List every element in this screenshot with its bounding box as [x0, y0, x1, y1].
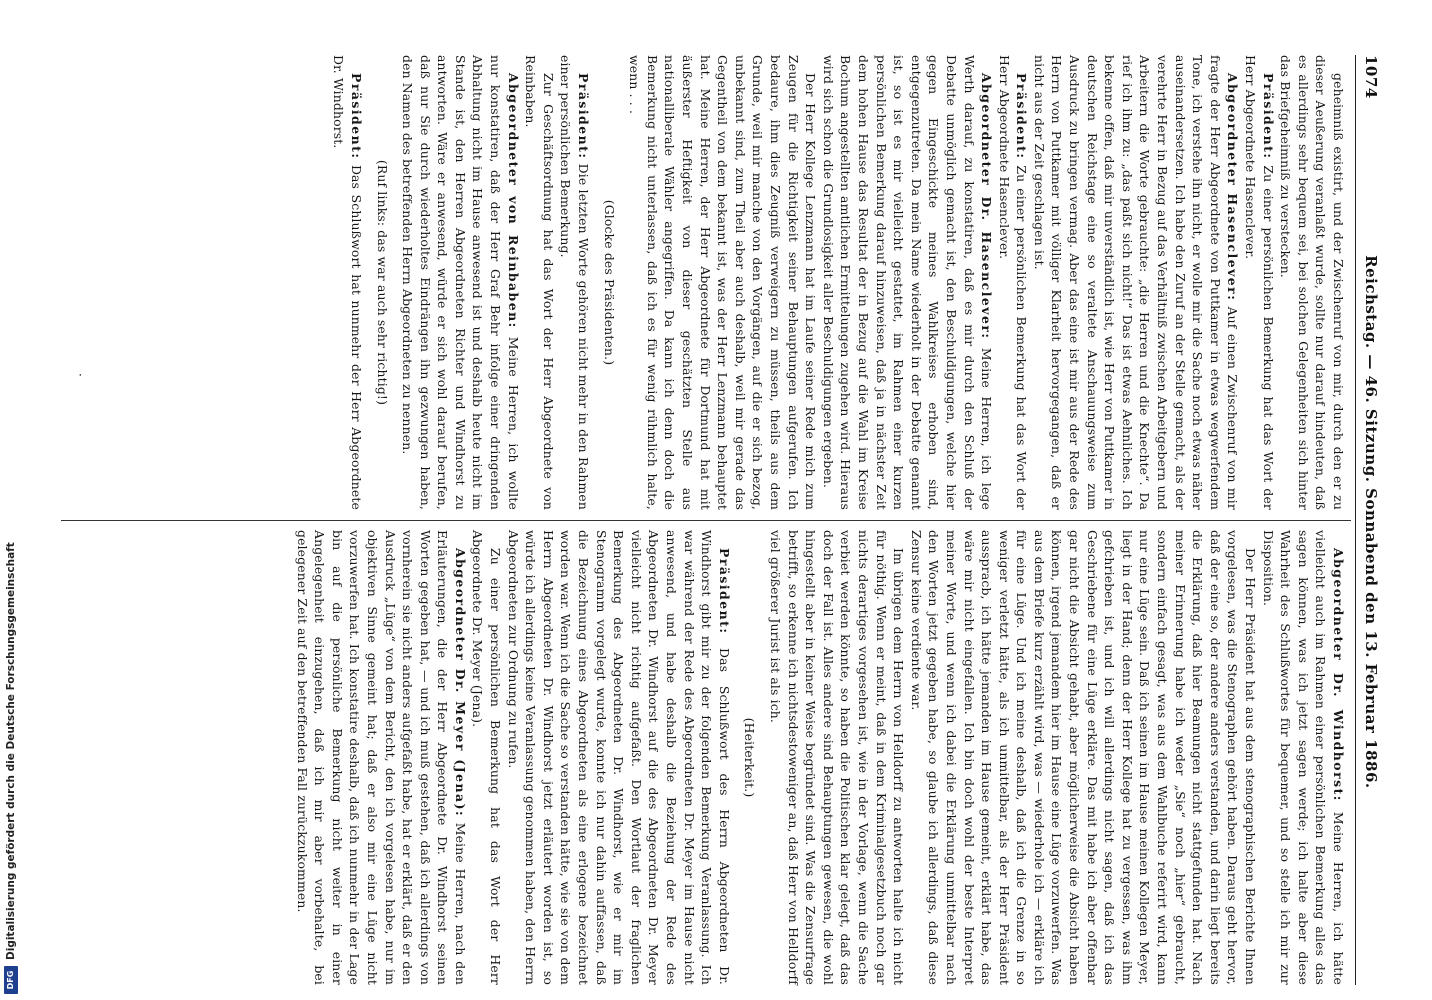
right-column [293, 530, 1347, 985]
footer-text: Digitalisierung gefördert durch die Deutsche Forschungsgemeinschaft [5, 542, 17, 960]
rotated-page-content [45, 55, 1385, 985]
paragraph-text: (Glocke des Präsidenten.) [601, 199, 617, 366]
paragraph [1277, 55, 1347, 510]
paragraph [626, 55, 820, 510]
paragraph [557, 55, 592, 510]
paragraph-text: Der Herr Kollege Lenzmann hat im Laufe seiner Rede mich zum Zeugen für die Richtigkeit seiner Behauptungen aufgerufen. Ich bedaure, ihm dies Zeugniß verweigern zu müssen, theils aus dem Grunde, weil mir manche von den Vorgängen, auf die er sich bezog, unbekannt sind, zum Theil aber auch deshalb, weil mir gerade das Gegentheil von dem bekannt ist, was der Herr Lenzmann behauptet hat. Meine Herren, der Herr Abgeordnete für Dortmund hat mit äußerster Heftigkeit von dieser geschätzten Stelle aus nationalliberale Wähler angegriffen. Da kann ich denn doch die Bemerkung nicht unterlassen, daß ich es für wenig rühmlich halte, wenn . . . [627, 55, 819, 510]
paragraph-text: Meine Herren, ich lege Werth darauf, zu konstatiren, daß es mir durch den Schluß der Debatte unmöglich gemacht ist, den Beschuldigungen, welche hier gegen Eingeschickte meines Wahlkreises erhoben sind, entgegenzutreten. Da mein Name wiederholt in der Debatte genannt ist, so ist es mir vielleicht gestattet, im Rahmen einer kurzen persönlichen Bemerkung darauf hinzuweisen, daß ja in nächster Zeit dem hohen Hause das Resultat der in Bezug auf die Wahl im Kreise Bochum angestellten amtlichen Ermittelungen zugehen wird. Hieraus wird sich schon die Grundlosigkeit aller Beschuldigungen ergeben. [820, 55, 995, 510]
paragraph-text: Die letzten Worte gehören nicht mehr in den Rahmen einer persönlichen Bemerkung. [558, 55, 592, 510]
paragraph [1259, 530, 1347, 985]
paragraph-text: (Heiterkeit.) [742, 717, 758, 798]
speaker-name: Abgeordneter Dr. Meyer (Jena): [452, 548, 468, 818]
dfg-logo: DFG [4, 966, 18, 994]
paragraph [469, 530, 504, 985]
paragraph-text: Der Herr Präsident hat aus dem stenographischen Berichte Ihnen vorgelesen, was die Stenographen gehört haben. Daraus geht hervor, daß der eine so, der andere anders verstanden, und darin liegt bereits die Erklärung, daß hier Beamungen nicht stattgefunden hat. Nach meiner Erinnerung habe ich weder „Sie“ noch „hier“ gebraucht, sondern einfach gesagt, was aus dem Wahlbuche referirt wird, kann nur eine Lüge sein. Daß ich seinen im Hause meinen Kollegen Meyer, liegt in der Hand; denn der Herr Kollege hat zu vergessen, was ihm gefchrieben ist, und ich will allerdings nicht sagen, daß ich das Geschriebene für eine Lüge erkläre. Das mit habe ich aber offenbar gar nicht die Absicht gehabt, aber möglicherweise die Absicht haben können, irgend jemandem hier im Hause eine Lüge vorzuwerfen. Was aus dem Briefe kurz erzählt wird, was — wiederhole ich — erkläre ich für eine Lüge. Und ich meine deshalb, daß ich die Grenze in so weniger verletzt hätte, als ich unmittelbar, als der Herr Präsident ausspracb, ich hätte jemanden im Hause gemeint, erklärt habe, das wäre mir nicht eingefallen. Ich bin doch wohl der beste Interpret meiner Worte, und wenn ich dabei die Erklärung unmittelbar nach den Worten jetzt gegeben habe, so glaube ich allerdings, daß diese Zensur keine verdiente war. [908, 530, 1259, 985]
speaker-name: Präsident: [1260, 73, 1276, 160]
page-title: Reichstag. — 46. Sitzung. Sonnabend den 13. Februar 1886. [1362, 255, 1380, 789]
left-column [330, 55, 1347, 510]
page-header [1357, 55, 1385, 985]
paragraph [330, 55, 365, 510]
edge-mark: · [73, 373, 87, 377]
paragraph [766, 530, 907, 985]
paragraph [293, 530, 469, 985]
paragraph [907, 530, 1259, 985]
paragraph-text: Meine Herren, ich hätte vielleicht auch im Rahmen einer persönlichen Bemerkung alles das sagen können, was ich jetzt sagen werde; ich halte aber diese Wahrheit des Schlußwortes für bequemer, und so stelle ich mir zur Disposition. [1260, 530, 1346, 985]
speaker-name: Präsident: [576, 73, 592, 160]
speaker-name: Abgeordneter Hasenclever: [1225, 73, 1241, 302]
header-rule [1355, 55, 1356, 985]
paragraph-text: Meine Herren, nach den Erläuterungen, die der Herr Abgeordnete Dr. Windhorst seinen Worten gegeben hat, — und ich muß gestehen, daß ich allerdings von vornherein sie nicht anders aufgefaßt habe, hat er erklärt, daß er den Ausdruck „Lüge“ von dem Bericht, den ich vorgelesen habe, nur im objektiven Sinne gemeint hat; daß er also mir eine Lüge nicht vorzuwerfen hat. Ich konstatire deshalb, daß ich nunmehr in der Lage bin auf die persönliche Bemerkung nicht weiter in einer Angelegenheit einzugehen, daß ich mir aber vorbehalte, bei gelegener Zeit auf den betreffenden Fall zurückzukommen. [294, 530, 468, 985]
stage-direction [600, 55, 618, 510]
paragraph-text: Zur Geschäftsordnung hat das Wort der Herr Abgeordnete von Reinbaben. [523, 55, 556, 510]
speaker-name: Abgeordneter von Reinbaben: [505, 73, 521, 329]
paragraph-text: Meine Herren, ich wollte nur konstatiren, daß der Herr Graf Behr infolge einer dringenden Abhaltung nicht im Hause anwesend ist und deshalb heute nicht im Stande ist, den Herren Abgeordneten Richter und Windhorst zu antworten. Wäre er anwesend, würde er sich wohl darauf berufen, daß nur Sie durch wiederholtes Eindrängen ihn gezwungen haben, den Namen des betreffenden Herrn Abgeordneten zu nennen. [400, 55, 521, 510]
column-divider [61, 520, 1351, 521]
paragraph [1241, 55, 1276, 510]
stage-direction [373, 55, 391, 510]
paragraph [819, 55, 995, 510]
paragraph-text: Das Schlußwort hat nunmehr der Herr Abgeordnete Dr. Windhorst. [331, 55, 364, 510]
footer-strip [2, 0, 20, 1000]
speaker-name: Präsident: [348, 73, 364, 160]
speaker-name: Abgeordneter Dr. Windhorst: [1331, 548, 1346, 802]
speaker-name: Präsident: [1014, 73, 1030, 160]
paragraph-text: Zu einer persönlichen Bemerkung hat das Wort der Herr Abgeordnete Hasenclever. [1243, 55, 1276, 510]
paragraph [522, 55, 557, 510]
paragraph-text: Zu einer persönlichen Bemerkung hat das Wort der Herr Abgeordnete Dr. Meyer (Jena). [470, 530, 504, 985]
paragraph [504, 530, 733, 985]
paragraph-text: Auf einen Zwischenruf von mir fragte der Herr Abgeordnete von Puttkamer in etwas wegwerfendem Tone, ich verstehe ihn nicht, er wolle mir die Sache noch etwas näher auseinandersetzen. Ich habe den Zuruf an der Stelle gemacht, als der verehrte Herr in Bezug auf das Verhältniß zwischen Arbeitgebern und Arbeitern die Worte gebrauchte: „die Herren und die Knechte“. Da rief ich ihm zu: „das paßt sich nicht!“ Das ist etwas Aehnliches. Ich bekenne offen, daß mir unverständlich ist, wie Herr von Puttkamer in deutschen Reichstage eine so veraltete Anschauungsweise zum Ausdruck zu bringen vermag. Aber das eine ist mir aus der Rede des Herrn von Puttkamer mit völliger Klarheit hervorgegangen, daß er nicht aus der Zeit geschlagen ist. [1031, 55, 1241, 510]
paragraph-text: Das Schlußwort des Herrn Abgeordneten Dr. Windhorst gibt mir zu der folgenden Bemerkung Veranlassung. Ich war während der Rede des Abgeordneten Dr. Meyer im Hause nicht anwesend, und habe deshalb die Beziehung der Rede des Abgeordneten Dr. Windhorst auf die des Abgeordneten Dr. Meyer vielleicht nicht richtig aufgefaßt. Den Wortlaut der fraglichen Bemerkung des Abgeordneten Dr. Windhorst, wie er mir im Stenogramm vorgelegt wurde, konnte ich nur dahin auffassen, daß die Bezeichnung eines Abgeordneten als eine erlogene bezeichnet worden war. Wenn ich die Sache so verstanden hätte, wie sie von dem Herrn Abgeordneten Dr. Windhorst jetzt erläutert worden ist, so würde ich allerdings keine Veranlassung genommen haben, den Herrn Abgeordneten zur Ordnung zu rufen. [505, 530, 732, 985]
stage-direction [741, 530, 759, 985]
paragraph [1030, 55, 1241, 510]
paragraph-text: Zu einer persönlichen Bemerkung hat das Wort der Herr Abgeordnete Hasenclever. [996, 55, 1030, 510]
page-number: 1074 [1362, 55, 1380, 99]
speaker-name: Abgeordneter Dr. Hasenclever: [979, 73, 995, 340]
paragraph-text: Im übrigen dem Herrn von Helldorff zu antworten halte ich nicht für nöthig. Wenn er meint, daß in dem Kriminalgesetzbuch noch gar nichts derartiges vorgesehen ist, wie in der Vorlage, wenn die Sache verbiet werden könnte, so haben die Politischen klar gelegt, daß das doch der Fall ist. Alles andere sind Behauptungen gewesen, die wohl hingestellt aber in keiner Weise begründet sind. Was die Zensurfrage betrifft, so erkenne ich nichtsdestoweniger an, daß Herr von Helldorff viel größerer Jurist ist als ich. [768, 530, 907, 985]
speaker-name: Präsident: [716, 548, 732, 635]
paragraph-text: geheimniß existirt, und der Zwischenruf von mir, durch den er zu dieser Aeußerung veranlaßt wurde, sollte nur darauf hindeuten, daß es allerdings sehr bequem sei, bei solchen Gelegenheiten sich hinter das Briefgeheimniß zu verstecken. [1278, 55, 1346, 510]
paragraph [995, 55, 1030, 510]
paragraph-text: (Ruf links: das war auch sehr richtig!) [374, 159, 390, 406]
paragraph [399, 55, 522, 510]
